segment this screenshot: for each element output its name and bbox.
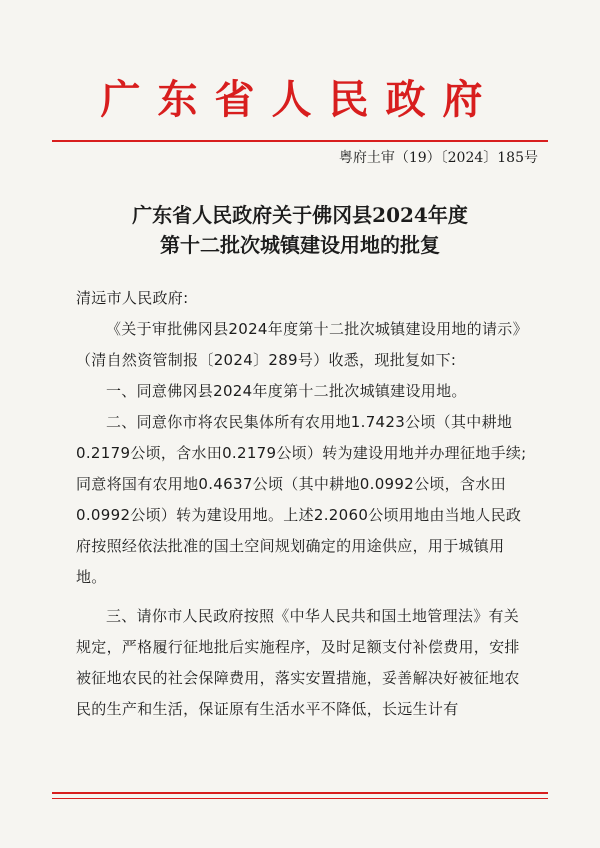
footer-red-rule-thin (52, 798, 548, 799)
document-body (76, 283, 528, 725)
header-red-rule (52, 140, 548, 142)
org-header-title: 广东省人民政府 (100, 76, 500, 123)
salutation: 清远市人民政府: (76, 289, 189, 307)
document-title-line-1: 广东省人民政府关于佛冈县2024年度 (132, 203, 468, 227)
body-paragraph-4: 三、请你市人民政府按照《中华人民共和国土地管理法》有关规定，严格履行征地批后实施程序，及时足额支付补偿费用，安排被征地农民的社会保障费用，落实安置措施，妥善解决好被征地农民的生产和生活，保证原有生活水平不降低，长远生计有 (76, 607, 520, 718)
document-number: 粤府土审（19）〔2024〕185号 (338, 150, 538, 166)
body-paragraph-2: 一、同意佛冈县2024年度第十二批次城镇建设用地。 (106, 382, 467, 400)
document-title-line-2: 第十二批次城镇建设用地的批复 (160, 233, 440, 257)
document-title (0, 200, 600, 260)
body-paragraph-1: 《关于审批佛冈县2024年度第十二批次城镇建设用地的请示》（清自然资管制报〔2024〕289号）收悉，现批复如下: (76, 320, 528, 369)
body-paragraph-3: 二、同意你市将农民集体所有农用地1.7423公顷（其中耕地0.2179公顷，含水田0.2179公顷）转为建设用地并办理征地手续;同意将国有农用地0.4637公顷（其中耕地0.0992公顷，含水田0.0992公顷）转为建设用地。上述2.2060公顷用地由当地人民政府按照经依法批准的国土空间规划确定的用途供应，用于城镇用地。 (76, 413, 527, 586)
footer-red-rule-thick (52, 792, 548, 794)
